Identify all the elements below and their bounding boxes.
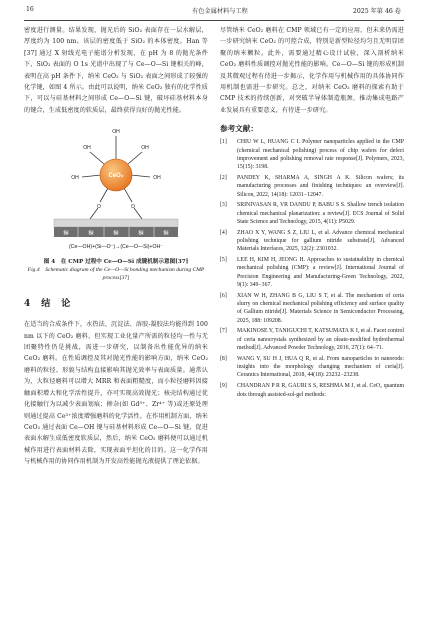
si-label-1: Si: [63, 230, 69, 237]
o-label-left: O: [97, 204, 101, 211]
figure-caption: [24, 258, 208, 282]
si-label-4: Si: [138, 230, 144, 237]
reference-item: [1] CHIU W L, HUANG C I. Polymer nanoparticles applied in the CMP (chemical mechanical polishing) process of chip wafers for defect improvement and polishing removal rate response[J]. Polymers, 2023, 15(15): 3198.: [220, 139, 404, 171]
right-paragraph-1: 尽管纳米 CeO₂ 磨料在 CMP 领域已有一定的应用，但未来仍需进一步研究纳米 CeO₂ 的可控合成，特别是新型粒径均匀且无明显团聚的纳米颗粒。此外，需要通过精心设计试验，深入剖析纳米 CeO₂ 磨料性质调控对抛光性能的影响。Ce—O—Si 键的形成机制及其微观过程有待进一步揭示，化学作用与机械作用的具体协同作用机制也需进一步研究。总之，对纳米 CeO₂ 磨料的探索有助于 CMP 技术的持续创新，对突破半导体制造瓶颈、推动集成电路产业发展具有重要意义，有待进一步研究。: [220, 27, 404, 114]
right-column: [220, 25, 404, 401]
o-label-right: O: [131, 204, 135, 211]
substrate-surface: [54, 219, 178, 227]
reference-item: [9] CHANDRAN P R R, GAURI S S, RESHMA M J, et al. CeO₂ quantum dots through assisted-sol-gel methods:: [220, 383, 404, 398]
ceria-label: CeO₂: [108, 173, 124, 180]
page-header: [0, 0, 427, 22]
reference-item: [6] XIAN W H, ZHANG B G, LIU S T, et al. The mechanism of ceria slurry on chemical mechanical polishing efficiency and surface quality of Gallium nitride[J]. Materials Science in Semiconductor Processing, 2025, 188: 109208.: [220, 292, 404, 324]
oh-label-right: OH: [153, 175, 161, 182]
figure-4: [24, 120, 208, 256]
reference-item: [5] LEE H, KIM H, JEONG H. Approaches to sustainability in chemical mechanical polishing (CMP): a review[J]. International Journal of Precision Engineering and Manufacturing-Green Technology, 2022, 9(1): 349−367.: [220, 257, 404, 288]
reference-item: [4] ZHAO X Y, WANG S Z, LIU L, et al. Advance chemical mechanical polishing technique for gallium nitride substrate[J]. Advanced Materials Interfaces, 2025, 12(2): 2301032.: [220, 229, 404, 253]
reference-item: [2] PANDEY K, SHARMA A, SINGH A K. Silicon wafers; its manufacturing processes and finishing techniques: an overview[J]. Silicon, 2022, 14(18): 12031−12047.: [220, 174, 404, 198]
ceria-bonding-diagram: [24, 120, 208, 256]
reference-item: [7] MAKINOSE Y, TANIGUCHI T, KATSUMATA K I, et al. Facet control of ceria nanocrystals synthesized by an oleate-modified hydrothermal method[J]. Advanced Powder Technology, 2016, 27(1): 64−71.: [220, 328, 404, 352]
si-label-2: Si: [88, 230, 94, 237]
page-number: 16: [26, 6, 34, 13]
header-rule: [24, 20, 404, 21]
si-label-3: Si: [113, 230, 119, 237]
figure-caption-en: Fig.4 Schematic diagram of the Ce—O—Si bonding mechanism during CMP process[37]: [27, 267, 205, 282]
reference-item: [8] WANG Y, SU H J, HUA Q R, et al. From nanoparticles to nanorods: insights into the morphology changing mechanism of ceria[J]. Ceramics International, 2018, 44(18): 23232−23238.: [220, 355, 404, 379]
figure-caption-zh: 图 4 在 CMP 过程中 Ce—O—Si 成键机制示意图[37]: [43, 259, 189, 266]
journal-title: 有色金属材料与工程: [192, 8, 248, 15]
reference-item: [3] SRINIVASAN R, VR DANDU P, BABU S S. Shallow trench isolation chemical mechanical planarization: a review[J]. ECS Journal of Solid State Science and Technology, 2015, 4(11): P5029.: [220, 202, 404, 225]
left-paragraph-1: 密度进行测量。结果发现，抛光后的 SiO₂ 表面存在一层水解层，厚度约为 100 nm。该层的密度低于 SiO₂ 的本体密度。Han 等[37] 通过 X 射线光电子能谱分析发现，在 pH 为 8 的抛光条件下，SiO₂ 表面的 O 1s 光谱中出现了与 Ce—O—Si 键相关的峰，表明在高 pH 条件下，纳米 CeO₂ 与 SiO₂ 表面之间形成了较强的化学键，如图 4 所示。由此可以说明，纳米 CeO₂ 独有的化学性质下，可以与硅基材料之间形成 Ce—O—Si 键，破坏硅基材料本身的键合，生成低密度的软质层，最终获得良好的抛光性能。: [24, 27, 208, 114]
left-column: [24, 25, 208, 468]
oh-label-upper-left: OH: [83, 145, 91, 152]
si-label-5: Si: [163, 230, 169, 237]
reaction-formula: (Ce—OH)+(Si—O⁻)→(Ce—O—Si)+OH⁻: [69, 244, 163, 251]
references-title: 参考文献：: [220, 124, 258, 134]
left-paragraph-2: 在适当的合成条件下，水热法、沉淀法、溶胶-凝胶法均能得到 100 nm 以下的 CeO₂ 磨料，但实现工业化量产所需的粒径均一性与无团聚特性仍是挑战，需进一步研究，以制备出性能优异的纳米 CeO₂ 磨料。在性质调控及其对抛光性能的影响方面，纳米 CeO₂ 磨料的粒径、形貌与结构直接影响其抛光效率与表面质量。通常认为，大粒径磨料可以增大 MRR 和表面粗糙度，而小粒径磨料因接触面积增大和化学活性提升，亦可实现高效抛光；核壳结构通过优化接触行为以减少表面划痕；掺杂(如 Gd³⁺、Zr⁴⁺ 等)或还原处理则通过提高 Ce³⁺浓度增强磨料的化学活性。在作用机制方面，纳米 CeO₂ 通过表面 Ce—OH 键与硅基材料形成 Ce—O—Si 键，促进表面水解生成低密度软质层，然后，纳米 CeO₂ 磨料便可以通过机械作用进行表面材料去除，实现表面平坦化的目的。这一化学作用与机械作用的协同作用机制为开发高性能抛光液提供了理论依据。: [24, 321, 208, 466]
oh-label-top: OH: [112, 129, 120, 136]
issue-info: 2025 年第 46 卷: [352, 8, 401, 15]
oh-label-left: OH: [71, 175, 79, 182]
section-heading: 4 结 论: [24, 299, 72, 310]
reference-list: [220, 138, 404, 399]
oh-label-upper-right: OH: [141, 145, 149, 152]
